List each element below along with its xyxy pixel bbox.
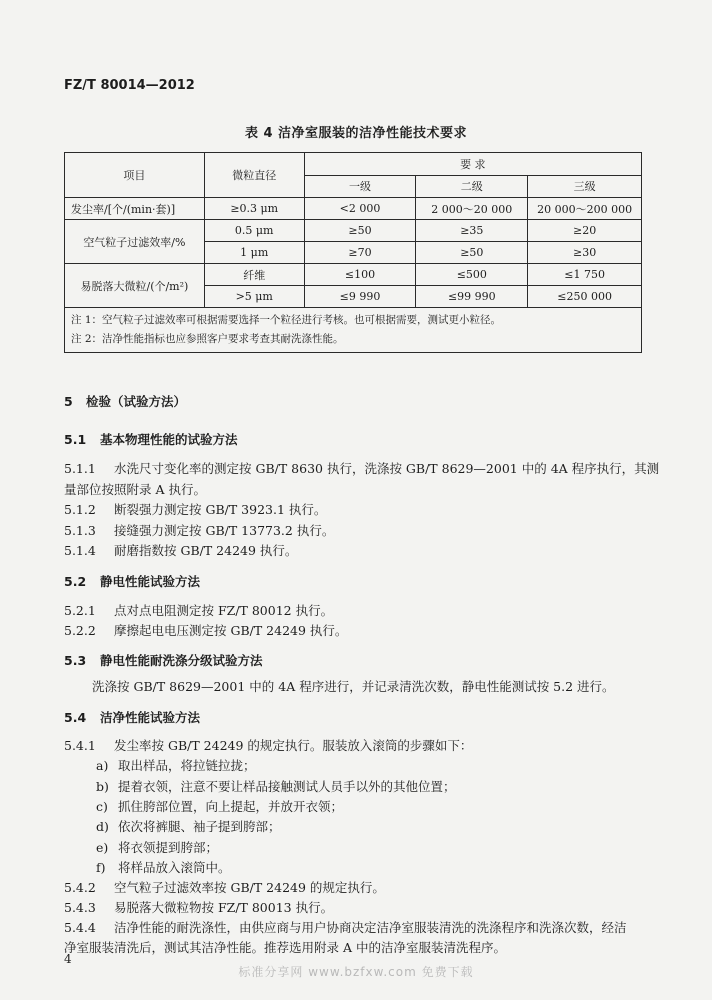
- row-size: 纤维: [204, 264, 304, 286]
- watermark-text: 标准分享网 www.bzfxw.com 免费下载: [238, 965, 474, 979]
- row-value: ≥70: [304, 242, 416, 264]
- section-5-3-body: 洗涤按 GB/T 8629—2001 中的 4A 程序进行，并记录清洗次数，静电性能测试按 5.2 进行。: [92, 679, 615, 694]
- row-value: ≥50: [416, 242, 528, 264]
- row-size: 1 μm: [204, 242, 304, 264]
- clause-5-2-2: 5.2.2 摩擦起电电压测定按 GB/T 24249 执行。: [64, 623, 348, 638]
- step-item: a) 取出样品，将拉链拉拢；: [96, 758, 256, 773]
- row-value: <2 000: [304, 198, 416, 220]
- page-number: 4: [64, 952, 72, 966]
- step-item: b) 提着衣领，注意不要让样品接触测试人员手以外的其他位置；: [96, 779, 456, 794]
- step-item: c) 抓住胯部位置，向上提起，并放开衣领；: [96, 799, 344, 814]
- table-notes: [65, 308, 642, 353]
- header-grade-3: 三级: [528, 175, 642, 198]
- row-size: >5 μm: [204, 286, 304, 308]
- note-2: 注 2：洁净性能指标也应参照客户要求考查其耐洗涤性能。: [71, 333, 344, 345]
- row-value: ≤9 990: [304, 286, 416, 308]
- table-row: [65, 264, 642, 286]
- row-value: ≤250 000: [528, 286, 642, 308]
- row-value: 20 000～200 000: [528, 198, 642, 220]
- clause-5-4-3: 5.4.3 易脱落大微粒物按 FZ/T 80013 执行。: [64, 900, 334, 915]
- row-item: 易脱落大微粒/(个/m²): [65, 264, 205, 308]
- table-row: [65, 220, 642, 242]
- header-requirements: 要 求: [304, 153, 641, 176]
- row-item: 发尘率/[个/(min·套)]: [65, 198, 205, 220]
- row-value: ≥20: [528, 220, 642, 242]
- table-header-row: [65, 153, 642, 176]
- step-item: d) 依次将裤腿、袖子提到胯部；: [96, 819, 281, 834]
- row-value: ≥35: [416, 220, 528, 242]
- section-5-2-heading: 5.2 静电性能试验方法: [64, 574, 201, 589]
- clause-5-2-1: 5.2.1 点对点电阻测定按 FZ/T 80012 执行。: [64, 603, 334, 618]
- step-item: f) 将样品放入滚筒中。: [96, 860, 231, 875]
- header-particle-size: 微粒直径: [204, 153, 304, 198]
- section-5-3-heading: 5.3 静电性能耐洗涤分级试验方法: [64, 653, 263, 668]
- row-size: 0.5 μm: [204, 220, 304, 242]
- note-1: 注 1：空气粒子过滤效率可根据需要选择一个粒径进行考核。也可根据需要，测试更小粒径。: [71, 314, 502, 326]
- row-value: ≤99 990: [416, 286, 528, 308]
- row-value: 2 000～20 000: [416, 198, 528, 220]
- clause-5-4-2: 5.4.2 空气粒子过滤效率按 GB/T 24249 的规定执行。: [64, 880, 385, 895]
- section-5-heading: 5 检验（试验方法）: [64, 394, 187, 409]
- clause-5-4-1: 5.4.1 发尘率按 GB/T 24249 的规定执行。服装放入滚筒的步骤如下：: [64, 738, 473, 753]
- row-item: 空气粒子过滤效率/%: [65, 220, 205, 264]
- header-grade-2: 二级: [416, 175, 528, 198]
- clause-5-1-1: 5.1.1 水洗尺寸变化率的测定按 GB/T 8630 执行，洗涤按 GB/T 8629—2001 中的 4A 程序执行，其测: [64, 461, 660, 476]
- header-item: 项目: [65, 153, 205, 198]
- clause-5-4-4-cont: 净室服装清洗后，测试其洁净性能。推荐选用附录 A 中的洁净室服装清洗程序。: [64, 940, 506, 955]
- row-size: ≥0.3 μm: [204, 198, 304, 220]
- table-caption: 表 4 洁净室服装的洁净性能技术要求: [244, 126, 468, 141]
- clause-5-4-4: 5.4.4 洁净性能的耐洗涤性，由供应商与用户协商决定洁净室服装清洗的洗涤程序和洗涤次数，经洁: [64, 920, 627, 935]
- table-notes-row: [65, 308, 642, 353]
- section-5-1-heading: 5.1 基本物理性能的试验方法: [64, 432, 238, 447]
- clause-5-1-1-cont: 量部位按照附录 A 执行。: [64, 482, 206, 497]
- row-value: ≤100: [304, 264, 416, 286]
- row-value: ≤500: [416, 264, 528, 286]
- clause-5-1-3: 5.1.3 接缝强力测定按 GB/T 13773.2 执行。: [64, 523, 335, 538]
- row-value: ≥50: [304, 220, 416, 242]
- clause-5-1-4: 5.1.4 耐磨指数按 GB/T 24249 执行。: [64, 543, 298, 558]
- section-5-4-heading: 5.4 洁净性能试验方法: [64, 710, 201, 725]
- step-item: e) 将衣领提到胯部；: [96, 840, 219, 855]
- standard-code: FZ/T 80014—2012: [64, 78, 195, 93]
- header-grade-1: 一级: [304, 175, 416, 198]
- row-value: ≤1 750: [528, 264, 642, 286]
- table-row: [65, 198, 642, 220]
- clause-5-1-2: 5.1.2 断裂强力测定按 GB/T 3923.1 执行。: [64, 502, 327, 517]
- requirements-table: [64, 152, 642, 353]
- row-value: ≥30: [528, 242, 642, 264]
